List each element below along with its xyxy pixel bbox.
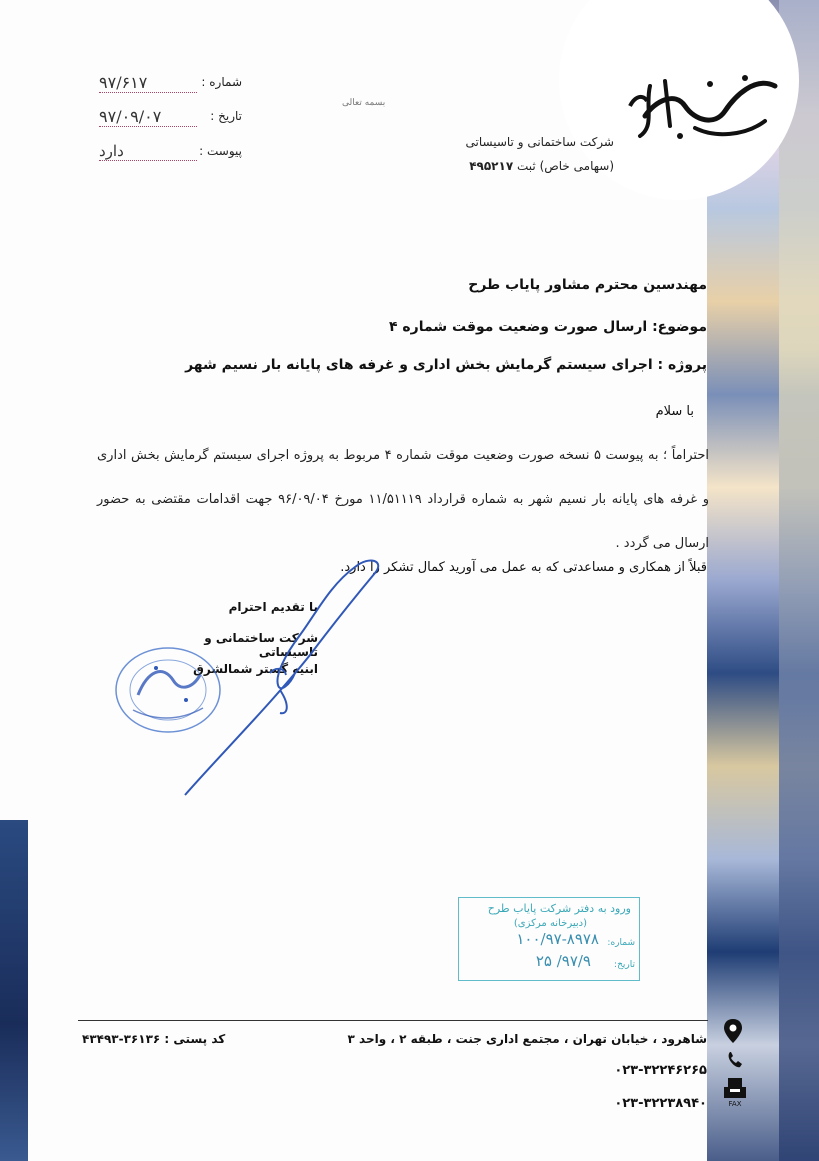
company-name: شرکت ساختمانی و تاسیساتی [465,135,614,149]
reception-number-value: ۱۰۰/۹۷-۸۹۷۸ [516,930,599,948]
basmala: بسمه تعالی [342,98,386,108]
project-line: پروژه : اجرای سیستم گرمایش بخش اداری و غرفه های پایانه بار نسیم شهر [185,357,707,373]
closing-company-name: ابنیه گستر شمالشرق [193,662,318,676]
letter-date-row [92,109,242,131]
footer-postal-code [82,1032,225,1046]
subject-line: موضوع: ارسال صورت وضعیت موقت شماره ۴ [388,319,707,335]
fax-icon-label: FAX [728,1100,742,1108]
reception-stamp-title: ورود به دفتر شرکت پایاب طرح [487,902,631,915]
footer-address: شاهرود ، خیابان تهران ، مجتمع اداری جنت ، طبقه ۲ ، واحد ۳ [347,1032,707,1046]
reception-date-label: تاریخ: [614,960,635,970]
company-logo [625,66,785,146]
reception-number-label: شماره: [607,938,635,948]
location-pin-icon [722,1018,744,1044]
reception-stamp [458,897,640,981]
body-paragraph: احتراماً ؛ به پیوست ۵ نسخه صورت وضعیت موقت شماره ۴ مربوط به پروژه اجرای سیستم گرمایش بخش اداری و غرفه های پایانه بار نسیم شهر به شماره قرارداد ۱۱/۵۱۱۱۹ مورخ ۹۶/۰۹/۰۴ جهت اقدامات مقتضی به حضور ارسال می گردد . [97,448,709,551]
letter-date-label: تاریخ : [210,109,242,123]
fax-icon [722,1076,748,1108]
footer-telephone: ۰۲۳-۳۲۲۴۶۲۶۵ [614,1063,707,1078]
thanks-line: قبلاً از همکاری و مساعدتی که به عمل می آورید کمال تشکر را دارد. [340,560,707,575]
decorative-left-band [0,820,28,1161]
letter-number-value: ۹۷/۶۱۷ [99,73,197,93]
company-registration [469,159,614,173]
attachment-label: پیوست : [199,144,242,158]
footer-fax: ۰۲۳-۳۲۲۳۸۹۴۰ [614,1096,707,1111]
letter-number-row [92,75,242,97]
postal-code-label: کد پستی : [164,1032,226,1046]
attachment-value: دارد [99,142,197,161]
postal-code-value: ۳۶۱۳۶-۴۳۴۹۳ [82,1032,161,1046]
decorative-side-band-inner [779,0,819,1161]
reception-stamp-subtitle: (دبیرخانه مرکزی) [513,918,587,929]
registration-number: ۴۹۵۲۱۷ [469,159,514,173]
signature [180,555,400,800]
reception-date-value: ۹۷/۹/ ۲۵ [535,952,591,970]
company-type: (سهامی خاص) [539,159,614,173]
closing-company-type: شرکت ساختمانی و تاسیساتی [204,631,318,659]
footer-divider [78,1020,708,1021]
attachment-row [92,144,242,166]
recipient: مهندسین محترم مشاور پایاب طرح [468,277,707,293]
registration-label: ثبت [516,159,536,173]
greeting: با سلام [655,404,694,419]
closing-regards: با تقدیم احترام [228,600,318,614]
phone-icon [726,1050,744,1070]
letter-date-value: ۹۷/۰۹/۰۷ [99,107,197,127]
letter-number-label: شماره : [201,75,242,89]
